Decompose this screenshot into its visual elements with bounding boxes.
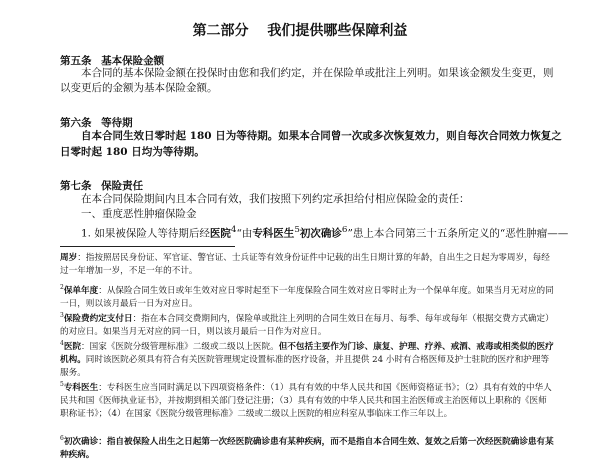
page-cutoff-line	[60, 456, 555, 463]
article-5-line-2: 以变更后的金额为基本保险金额。	[60, 82, 218, 94]
footnote-1: 周岁：指按照居民身份证、军官证、警官证、士兵证等有效身份证件中记载的出生日期计算的年龄，自出生之日起为零周岁，每经过一年增加一岁，不足一年的不计。	[60, 253, 550, 276]
article-5-heading: 第五条 基本保险金额	[60, 55, 165, 67]
article-7-line-2: 一、重度恶性肿瘤保险金	[81, 208, 197, 220]
article-5-line-1: 本合同的基本保险金额在投保时由您和我们约定，并在保险单或批注上列明。如果该金额发生变更，则	[81, 67, 554, 79]
article-7-line-3: 1. 如果被保险人等待期后经医院$^4$“由专科医生$^5$初次确诊$^6$”患上本合同第三十五条所定义的“恶性肿瘤——	[81, 225, 569, 240]
article-6-line-2: 日零时起 180 日均为等待期。	[60, 146, 205, 158]
footnote-1-label: 周岁	[60, 253, 78, 263]
part-title: 第二部分 我们提供哪些保障利益	[192, 23, 408, 39]
footnote-5: $^5$专科医生：专科医生应当同时满足以下四项资格条件：（1）具有有效的中华人民共和国《医师资格证书》；（2）具有有效的中华人民共和国《医师执业证书》，并按期到相关部门登记注册；（3）具有有效的中华人民共和国主治医师或主治医师以上职称的《医师职称证书》；（4）在国家《医院分级管理标准》二级或二级以上医院的相应科室从事临床工作三年以上。	[60, 381, 552, 419]
article-7-line-1: 在本合同保险期间内且本合同有效，我们按照下列约定承担给付相应保险金的责任：	[81, 193, 470, 205]
footnote-2: $^2$保单年度：从保险合同生效日或年生效对应日零时起至下一年度保险合同生效对应日零时止为一个保单年度。如果当月无对应的同一日，则以该月最后一日为对应日。	[60, 284, 554, 309]
article-7-heading: 第七条 保险责任	[60, 180, 144, 192]
hospital-term: 医院	[209, 227, 231, 240]
article-6-line-1: 自本合同生效日零时起 180 日为等待期。如果本合同曾一次或多次恢复效力，则自每次合同效力恢复之	[81, 130, 562, 142]
article-6-heading: 第六条 等待期	[60, 117, 133, 129]
footnote-separator	[60, 246, 235, 247]
footnote-4: $^4$医院：国家《医院分级管理标准》二级或二级以上医院。但不包括主要作为门诊、康复、护理、疗养、戒酒、戒毒或相类似的医疗机构。同时该医院必须具有符合有关医院管理规定设置标准的医疗设备，并且提供 24 小时有合格医师及护士驻院的医疗和护理等服务。	[60, 340, 554, 378]
first-diagnosis-term: 初次确诊	[299, 227, 342, 240]
footnote-6: $^6$初次确诊：指自被保险人出生之日起第一次经医院确诊患有某种疾病，而不是指自本合同生效、复效之后第一次经医院确诊患有某种疾病。	[60, 435, 554, 460]
specialist-term: 专科医生	[252, 227, 295, 240]
footnote-3: $^3$保险费约定支付日：指在本合同交费期间内，保险单或批注上列明的合同生效日在每月、每季、每年或每年（根据交费方式确定）的对应日。如果当月无对应的同一日，则以该月最后一日作为对应日。	[60, 312, 554, 337]
